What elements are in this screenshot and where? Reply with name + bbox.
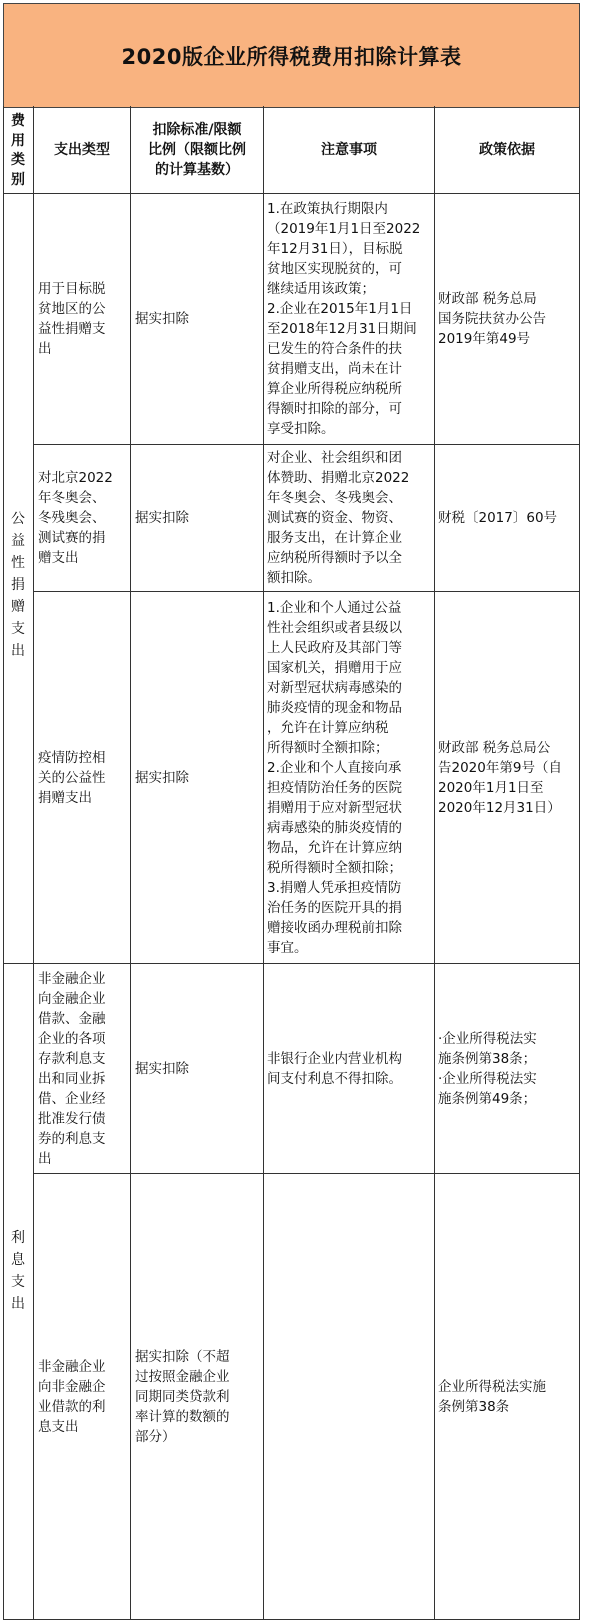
row3-notes: 1.企业和个人通过公益 性社会组织或者县级以 上人民政府及其部门等 国家机关，捐赠用于应 对新型冠状病毒感染的 肺炎疫情的现金和物品 ，允许在计算应纳税 所得额时全额扣除； 2.企业和个人直接向承 担疫情防治任务的医院 捐赠用于应对新型冠状 病毒感染的肺炎疫情的 物品，允许在计算应纳 税所得额时全额扣除； 3.捐赠人凭承担疫情防 治任务的医院开具的捐 赠接收函办理税前扣除 事宜。 [267,599,402,956]
grid-line [3,1619,580,1620]
grid-line [579,106,580,1620]
category-lixi: 利 息 支 出 [11,1230,25,1312]
row3-type: 疫情防控相 关的公益性 捐赠支出 [38,749,106,806]
row4-notes: 非银行企业内营业机构 间支付利息不得扣除。 [267,1050,402,1087]
row1-standard: 据实扣除 [135,311,189,327]
header-standard: 扣除标准/限额 比例（限额比例 的计算基数） [148,121,246,178]
header-type: 支出类型 [54,141,110,158]
row1-basis: 财政部 税务总局 国务院扶贫办公告 2019年第49号 [438,291,546,347]
header-basis: 政策依据 [479,141,535,158]
grid-line [3,106,4,1620]
row2-basis: 财税〔2017〕60号 [438,510,558,526]
table-title: 2020版企业所得税费用扣除计算表 [3,3,580,108]
row4-type: 非金融企业 向金融企业 借款、金融 企业的各项 存款利息支 出和同业拆 借、企业经 批准发行债 券的利息支 出 [38,970,106,1167]
row4-basis: ·企业所得税法实 施条例第38条； ·企业所得税法实 施条例第49条； [438,1030,537,1107]
category-gongyi: 公 益 性 捐 赠 支 出 [11,511,25,659]
row2-type: 对北京2022 年冬奥会、 冬残奥会、 测试赛的捐 赠支出 [38,470,113,566]
row2-notes: 对企业、社会组织和团 体赞助、捐赠北京2022 年冬奥会、冬残奥会、 测试赛的资金、物资、 服务支出，在计算企业 应纳税所得额时予以全 额扣除。 [267,450,410,586]
row1-notes: 1.在政策执行期限内 （2019年1月1日至2022 年12月31日），目标脱 贫地区实现脱贫的，可 继续适用该政策； 2.企业在2015年1月1日 至2018年12月31日期间 已发生的符合条件的扶 贫捐赠支出，尚未在计 算企业所得税应纳税所 得额时扣除的部分，可 享受扣除。 [267,201,421,437]
row2-standard: 据实扣除 [135,510,189,526]
row1-type: 用于目标脱 贫地区的公 益性捐赠支 出 [38,281,106,357]
deduction-table [3,3,580,1620]
row3-standard: 据实扣除 [135,769,189,786]
row5-type: 非金融企业 向非金融企 业借款的利 息支出 [38,1358,106,1435]
row4-standard: 据实扣除 [135,1060,189,1077]
grid-line [33,106,34,1620]
row5-basis: 企业所得税法实施 条例第38条 [438,1378,546,1415]
header-notes: 注意事项 [321,141,377,158]
row3-basis: 财政部 税务总局公 告2020年第9号（自 2020年1月1日至 2020年12月31日） [438,739,562,816]
row5-standard: 据实扣除（不超 过按照金融企业 同期同类贷款利 率计算的数额的 部分） [135,1348,230,1445]
grid-line [434,106,435,1620]
row5-notes [267,1174,433,1619]
grid-line [263,106,264,1620]
grid-line [130,106,131,1620]
header-category: 费 用 类 别 [11,113,25,188]
